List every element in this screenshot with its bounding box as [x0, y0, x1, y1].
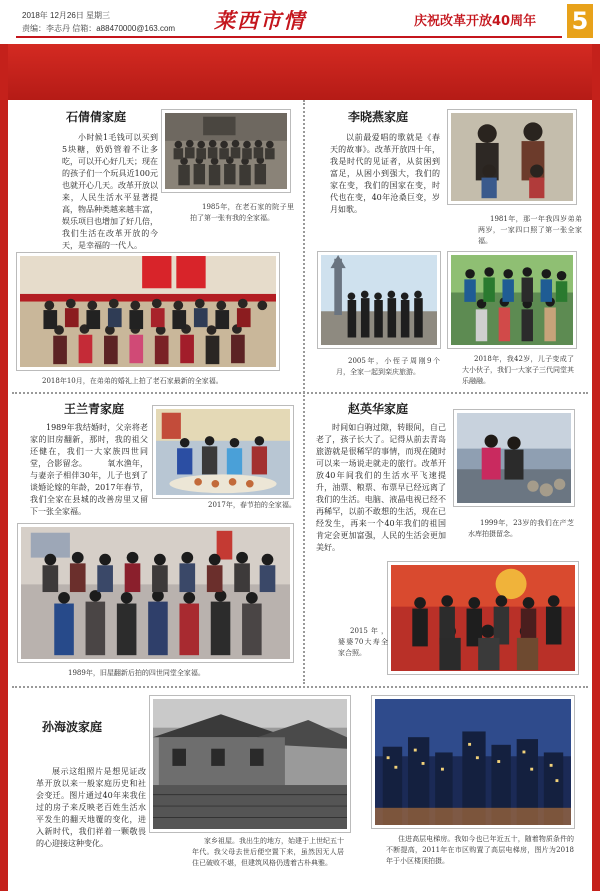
issue-date: 2018年 12月26日 星期三: [22, 11, 111, 20]
caption-li-2005: 2005年，小侄子周刚9个月，全家一起到栾庆旅游。: [336, 357, 440, 376]
red-banner: [0, 44, 600, 100]
photo-zhao-2015: [388, 562, 578, 674]
row-divider-2: [12, 686, 588, 688]
photo-li-2018: [448, 252, 576, 348]
section-text-wang: 1989年我结婚时，父亲将老家的旧房翻新，那时，我的祖父还健在，我们一大家族四世同堂，合影留念。 氧水渔年，与妻亲子相伴30年，儿子也到了谈婚论嫁的年龄，2017年春节，我们全家在县城的改善房里又留下一张全家福。: [30, 423, 148, 516]
section-text-sun: 展示这组照片是想见证改革开放以来一般家庭历史和社会变迁。图片通过40年来我住过的房子来反映老百姓生活水平发生的翻天地覆的变化，进入新时代，我们祥着一颗敬畏的心迎接这种变化。: [36, 767, 146, 848]
frame-right: [592, 44, 600, 891]
caption-zhao-1999: 1999年，23岁的我们在产芝水库拍摄留念。: [468, 519, 574, 538]
frame-left: [0, 44, 8, 891]
section-text-li: 以前最爱唱的歌就是《春天的故事》。改革开放四十年，我是时代的见证者，从贫困到富足，从困小到强大，我们的家在变，我们的国家在变，时代也在变，40年沧桑巨变，岁月如歌。: [330, 133, 440, 214]
caption-li-2018: 2018年，我42岁，儿子变成了大小伙子，我们一大家子三代同堂其乐融融。: [462, 355, 574, 385]
photo-zhao-1999: [454, 410, 574, 506]
caption-sun-highrise: 住进高层电梯房。我如今也已年近五十，随着物质条件的不断提高，2011年在市区购置了高层电梯房，图片为2018年于小区楼顶拍摄。: [386, 835, 574, 865]
photo-wang-1989: [18, 524, 293, 662]
section-title-li: 李晓燕家庭: [348, 110, 409, 124]
photo-wang-2017: [153, 406, 293, 498]
row-divider-1: [12, 392, 588, 394]
photo-sun-oldhouse: [150, 696, 350, 832]
photo-li-1981: [448, 110, 576, 204]
newspaper-brand: 莱西市情: [214, 8, 306, 33]
caption-li-1981: 1981年，那一年我四岁弟弟两岁，一家四口照了第一张全家福。: [478, 215, 582, 245]
caption-shi-2018: 2018年10月，在弟弟的婚礼上拍了老石家最新的全家福。: [42, 377, 223, 385]
caption-zhao-2015: 2015年，婆婆70大寿全家合照。: [338, 627, 388, 657]
caption-sun-oldhouse: 家乡祖屋。我出生的地方，始建于上世纪五十年代。我父母去世后便空置下来，虽然因无人居住已破败不堪，但建筑风格仍透着古朴典雅。: [192, 837, 344, 867]
photo-li-2005: [318, 252, 440, 348]
section-title-zhao: 赵英华家庭: [348, 402, 409, 416]
header-rule: [16, 36, 562, 38]
section-text-shi: 小时候1毛钱可以买到5块糖，奶奶管着不让多吃，可以开心好几天；现在的孩子们一个玩具近100元也就开心几天。改革开放以来，人民生活水平显著提高，物品种类越来越丰富，娱乐项目也增加了好几倍，我们生活在改革开放的今天，是幸福的一代人。: [62, 133, 158, 250]
section-text-zhao: 时间如白驹过隙，转眼间，自己老了，孩子长大了。记得从前去青岛旅游就是很稀罕的事情，而现在随时可以来一场说走就走的旅行。改革开放40年间我们的生活水平飞速提升，油票、粮票、布票早已经远离了我们的生活。电脑、液晶电视已经不再稀罕，以前不敢想的生活，现在已经发生，再来一个40年我们的祖国肯定会更加富强，人民的生活会更加美好。: [316, 423, 446, 552]
page-number-badge: 5: [567, 4, 593, 38]
caption-wang-1989: 1989年，旧屋翻新后拍的四世同堂全家福。: [68, 669, 205, 677]
photo-sun-highrise: [372, 696, 574, 828]
section-title-sun: 孙海波家庭: [42, 720, 103, 734]
caption-wang-2017: 2017年，春节拍的全家福。: [208, 501, 296, 509]
photo-shi-2018: [17, 253, 279, 370]
page-theme: 庆祝改革开放40周年: [414, 14, 537, 29]
section-title-wang: 王兰青家庭: [64, 402, 125, 416]
page-header: [0, 0, 600, 44]
caption-shi-1985: 1985年，在老石家的院子里拍了第一张有我的全家福。: [190, 203, 294, 222]
photo-shi-1985: [162, 110, 290, 192]
editor-contact: 责编：李志丹 信箱：a88470000@163.com: [22, 24, 176, 33]
section-title-shi: 石倩倩家庭: [66, 110, 127, 124]
